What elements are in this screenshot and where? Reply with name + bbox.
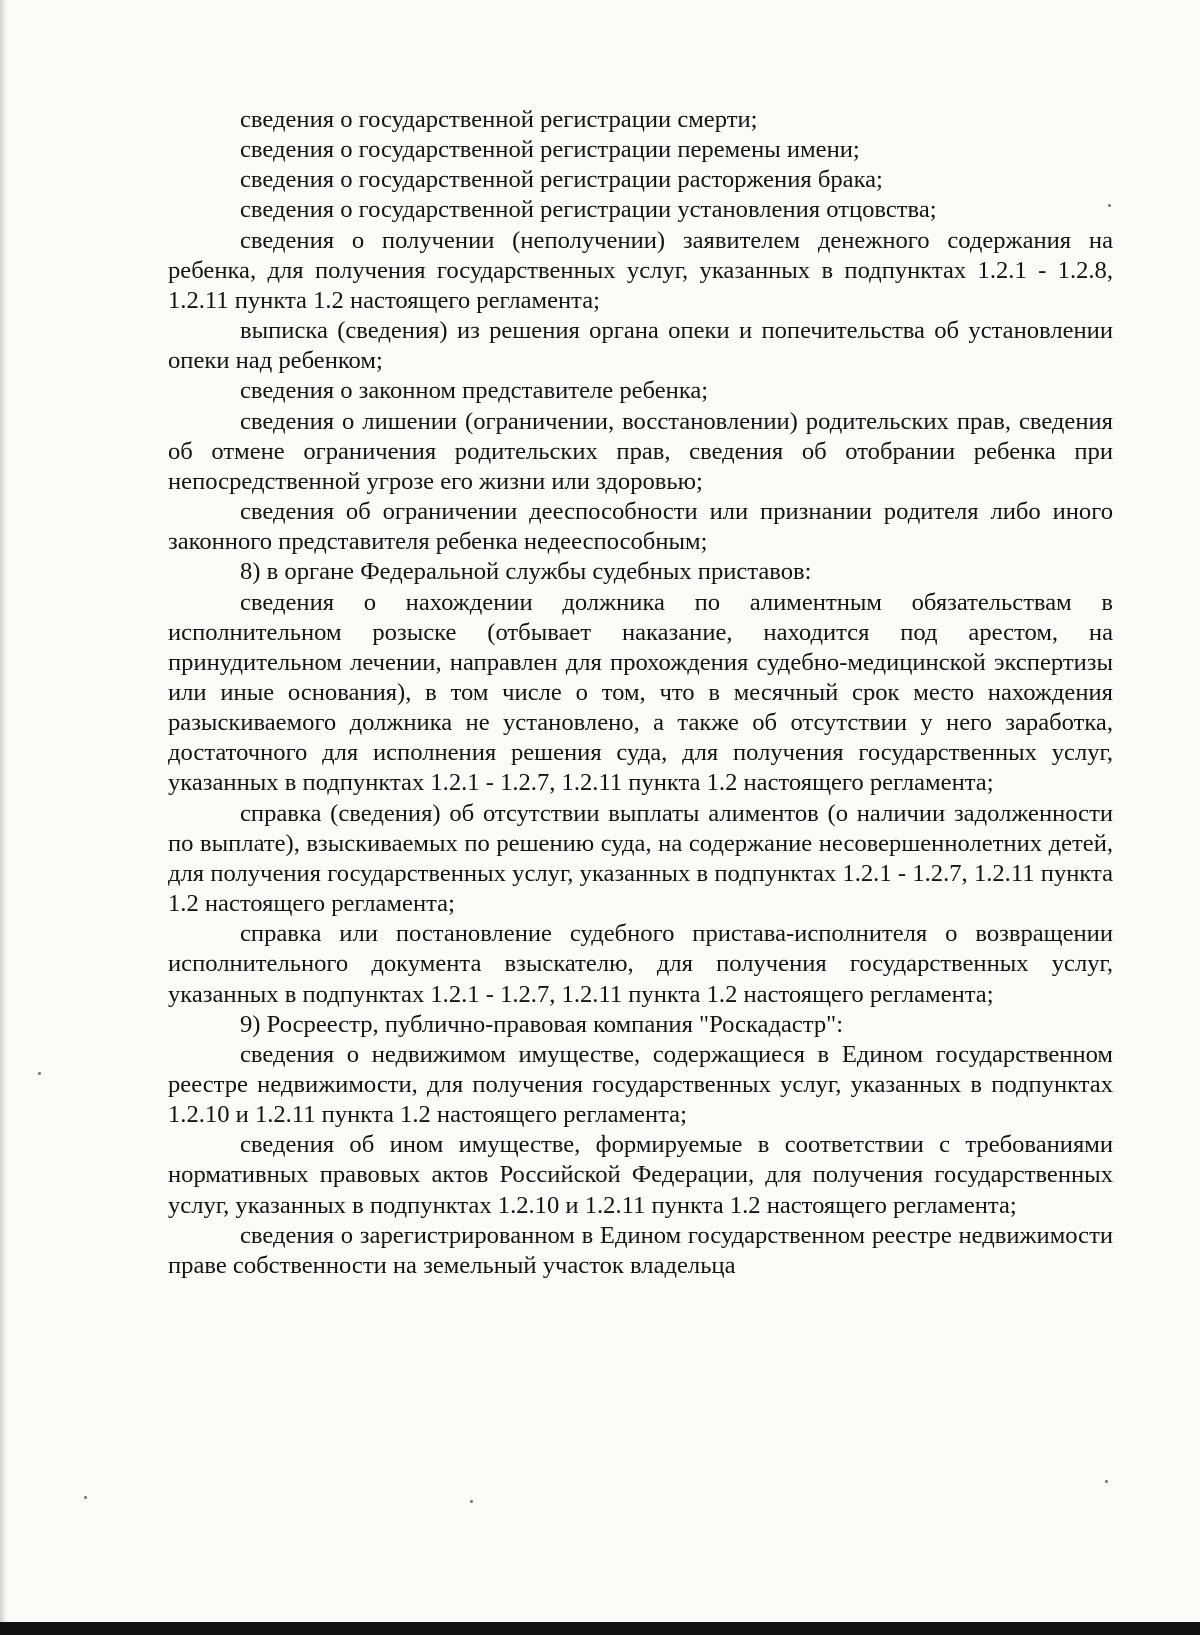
paragraph-bailiff-service-heading: 8) в органе Федеральной службы судебных приставов:: [240, 558, 812, 586]
paragraph-death-registration: сведения о государственной регистрации смерти;: [240, 106, 758, 133]
scan-speck: [1105, 1480, 1108, 1483]
paragraph-land-ownership: сведения о зарегистрированном в Едином государственном реестре недвижимости праве собственности на земельный участок владельца: [168, 1221, 1113, 1279]
paragraph-guardianship-extract: выписка (сведения) из решения органа опеки и попечительства об установлении опеки над ребенком;: [168, 317, 1113, 375]
paragraph-child-support-receipt: сведения о получении (неполучении) заявителем денежного содержания на ребенка, для получения государственных услуг, указанных в подпунктах 1.2.1 - 1.2.8, 1.2.11 пункта 1.2 настоящего регламента;: [168, 226, 1113, 314]
paragraph-legal-representative: сведения о законном представителе ребенка;: [240, 377, 709, 405]
document-body: [168, 105, 1113, 1281]
paragraph-name-change-registration: сведения о государственной регистрации перемены имени;: [240, 136, 860, 164]
scan-speck: [470, 1500, 473, 1503]
paragraph-real-estate-info: сведения о недвижимом имуществе, содержащиеся в Едином государственном реестре недвижимости, для получения государственных услуг, указанных в подпунктах 1.2.10 и 1.2.11 пункта 1.2 настоящего регламента;: [168, 1040, 1113, 1129]
scan-speck: [38, 1072, 41, 1075]
paragraph-other-property-info: сведения об ином имуществе, формируемые в соответствии с требованиями нормативных правовых актов Российской Федерации, для получения государственных услуг, указанных в подпунктах 1.2.10 и 1.2.11 пункта 1.2 настоящего регламента;: [168, 1131, 1113, 1219]
paragraph-alimony-certificate: справка (сведения) об отсутствии выплаты алиментов (о наличии задолженности по выплате), взыскиваемых по решению суда, на содержание несовершеннолетних детей, для получения государственных услуг, указанных в подпунктах 1.2.1 - 1.2.7, 1.2.11 пункта 1.2 настоящего регламента;: [168, 799, 1113, 918]
scan-bottom-edge: [0, 1622, 1200, 1635]
scan-left-edge: [0, 0, 8, 1635]
paragraph-legal-capacity: сведения об ограничении дееспособности или признании родителя либо иного законного представителя ребенка недееспособным;: [168, 498, 1113, 556]
paragraph-divorce-registration: сведения о государственной регистрации расторжения брака;: [240, 166, 883, 194]
paragraph-parental-rights: сведения о лишении (ограничении, восстановлении) родительских прав, сведения об отмене ограничения родительских прав, сведения об отобрании ребенка при непосредственной угрозе его жизни или здоровью;: [168, 407, 1113, 495]
scan-speck: [1108, 204, 1111, 207]
paragraph-rosreestr-heading: 9) Росреестр, публично-правовая компания "Роскадастр":: [240, 1010, 844, 1038]
paragraph-debtor-search: сведения о нахождении должника по алиментным обязательствам в исполнительном розыске (отбывает наказание, находится под арестом, на принудительном лечении, направлен для прохождения судебно-медицинской экспертизы или иные основания), в том числе о том, что в месячный срок место нахождения разыскиваемого должника не установлено, а также об отсутствии у него заработка, достаточного для исполнения решения суда, для получения государственных услуг, указанных в подпунктах 1.2.1 - 1.2.7, 1.2.11 пункта 1.2 настоящего регламента;: [168, 588, 1113, 797]
scan-speck: [84, 1496, 87, 1499]
paragraph-bailiff-resolution: справка или постановление судебного пристава-исполнителя о возвращении исполнительного документа взыскателю, для получения государственных услуг, указанных в подпунктах 1.2.1 - 1.2.7, 1.2.11 пункта 1.2 настоящего регламента;: [168, 920, 1113, 1008]
paragraph-paternity-registration: сведения о государственной регистрации установления отцовства;: [240, 196, 937, 224]
